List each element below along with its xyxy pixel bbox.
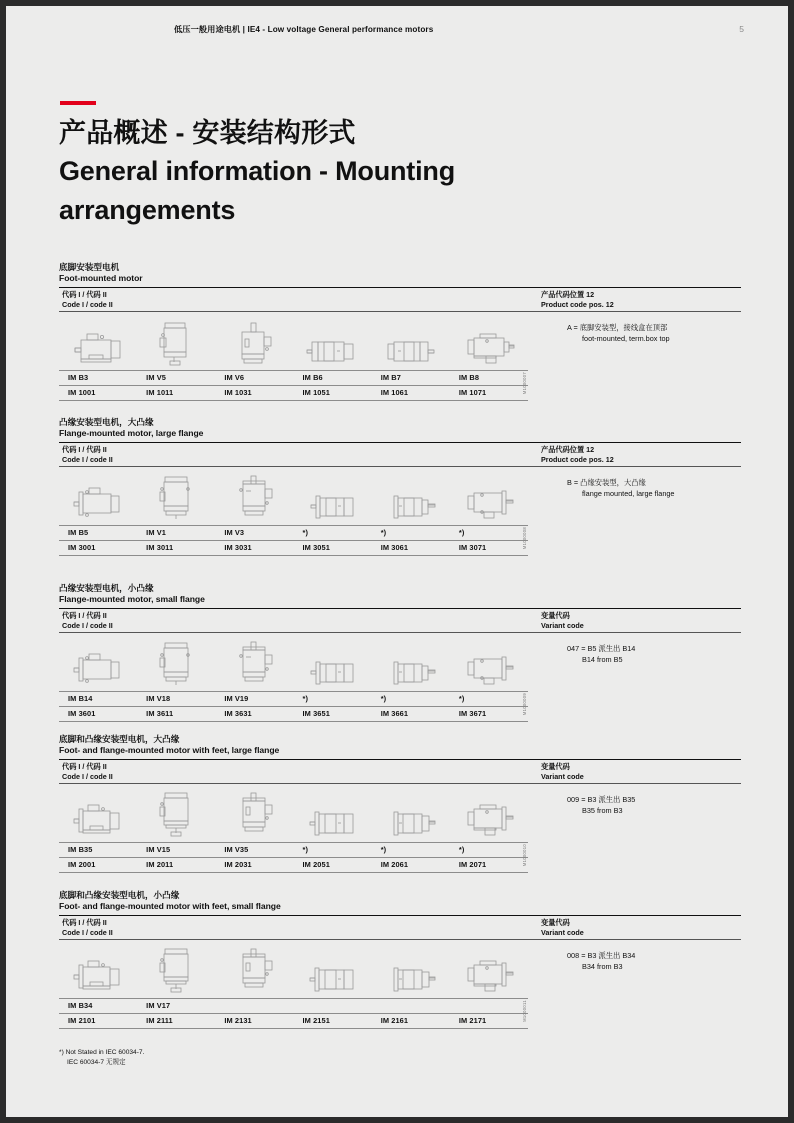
table-header-row: [59, 609, 741, 632]
code-ii-cell: IM 1061: [380, 388, 409, 398]
mounting-section-1: [59, 262, 741, 400]
code-i-cell: [294, 999, 372, 1013]
motor-figure-footflange-wall-a: [294, 962, 372, 998]
table-body-row: [59, 784, 741, 872]
footnote-en: *) Not Stated in IEC 60034-7.: [59, 1049, 145, 1056]
right-column-header-en: Product code pos. 12: [541, 299, 614, 309]
section-heading: [59, 262, 741, 285]
figures-and-codes: [59, 467, 528, 555]
right-column-header-cn: 变量代码: [541, 611, 570, 621]
right-column-header-en: Variant code: [541, 771, 584, 781]
code-i-cell: IM V35: [224, 845, 249, 855]
code-ii-cell: IM 1051: [302, 388, 330, 398]
motor-figure-flange-ceiling: [450, 651, 528, 691]
right-note-cn: 047 = B5 派生出 B14: [567, 644, 636, 654]
motor-figure-footflange-wall-b: [372, 806, 450, 842]
code-ii-cell: IM 3061: [380, 543, 409, 553]
code-ii-cell: IM 2071: [458, 860, 487, 870]
motor-figure-flange-vertical-down: [215, 639, 293, 691]
code-ii-row: [59, 386, 528, 400]
motor-figure-footflange-horizontal: [59, 800, 137, 842]
right-note-cn: 009 = B3 派生出 B35: [567, 795, 636, 805]
code-i-cell: IM V3: [224, 528, 245, 538]
figure-row: [59, 467, 528, 525]
mounting-table: [59, 442, 741, 555]
motor-figure-flange-vertical-up: [137, 639, 215, 691]
table-header-row: [59, 443, 741, 466]
row-rule-3: [59, 721, 528, 722]
drawing-id-code: M1000007: [522, 372, 527, 395]
section-heading: [59, 583, 741, 606]
code-ii-row: [59, 707, 528, 721]
row-rule-3: [59, 400, 528, 401]
section-heading-cn: 底脚和凸缘安装型电机，小凸缘: [59, 890, 180, 900]
code-ii-row: [59, 1014, 528, 1028]
column-gap: [528, 784, 537, 872]
code-column-header-en: Code I / code II: [62, 927, 113, 937]
code-ii-cell: IM 3031: [224, 543, 252, 553]
drawing-id-code: M1000009: [522, 693, 527, 716]
motor-figure-footflange-wall-a: [294, 806, 372, 842]
code-i-cell: *): [302, 694, 309, 704]
drawing-id-code: M1000011: [522, 1000, 527, 1023]
section-heading-en: Flange-mounted motor, small flange: [59, 594, 205, 605]
page-title-cn: 产品概述 - 安装结构形式: [59, 118, 356, 148]
section-heading-cn: 底脚和凸缘安装型电机，大凸缘: [59, 734, 180, 744]
right-column-header: [537, 288, 741, 311]
code-ii-row: [59, 541, 528, 555]
code-i-cell: IM V18: [146, 694, 171, 704]
code-ii-cell: IM 2031: [224, 860, 252, 870]
code-i-cell: *): [458, 845, 465, 855]
code-i-cell: IM V15: [146, 845, 171, 855]
motor-figure-footflange-vertical-down: [215, 790, 293, 842]
row-rule-3: [59, 872, 528, 873]
motor-figure-footflange-vertical-down: [215, 946, 293, 998]
figure-row: [59, 312, 528, 370]
table-header-row: [59, 916, 741, 939]
mounting-table: [59, 915, 741, 1028]
code-ii-cell: IM 2111: [146, 1016, 173, 1026]
code-i-cell: IM V6: [224, 373, 245, 383]
section-heading-cn: 凸缘安装型电机，大凸缘: [59, 417, 154, 427]
mounting-section-5: [59, 890, 741, 1028]
right-column-header-en: Variant code: [541, 620, 584, 630]
code-ii-cell: IM 3601: [68, 709, 96, 719]
code-ii-cell: IM 2001: [68, 860, 96, 870]
code-i-cell: *): [380, 528, 387, 538]
motor-figure-footflange-wall-b: [372, 962, 450, 998]
section-heading-en: Flange-mounted motor, large flange: [59, 428, 204, 439]
code-column-header-en: Code I / code II: [62, 454, 113, 464]
motor-figure-footflange-horizontal: [59, 956, 137, 998]
section-heading-cn: 底脚安装型电机: [59, 262, 120, 272]
motor-figure-footflange-ceiling: [450, 958, 528, 998]
code-ii-cell: IM 2131: [224, 1016, 252, 1026]
motor-figure-flange-horizontal: [59, 483, 137, 525]
code-column-header-cn: 代码 I / 代码 II: [62, 445, 107, 455]
right-column-header-cn: 产品代码位置 12: [541, 290, 595, 300]
code-column-header-cn: 代码 I / 代码 II: [62, 611, 107, 621]
code-i-cell: *): [458, 528, 465, 538]
running-header: [6, 24, 788, 42]
code-ii-cell: IM 3001: [68, 543, 96, 553]
right-note-en: B14 from B5: [582, 654, 623, 664]
code-i-cell: IM V19: [224, 694, 249, 704]
code-column-header: [59, 288, 528, 311]
code-ii-cell: IM 3671: [458, 709, 487, 719]
table-body-row: [59, 940, 741, 1028]
code-ii-cell: IM 3011: [146, 543, 174, 553]
footnote: [59, 1048, 459, 1068]
right-column-note: [537, 633, 741, 721]
right-column-header-cn: 产品代码位置 12: [541, 445, 595, 455]
motor-figure-foot-wall-b6: [294, 334, 372, 370]
code-i-cell: *): [302, 845, 309, 855]
motor-figure-flange-vertical-up: [137, 473, 215, 525]
code-i-cell: *): [458, 694, 465, 704]
running-title: 低压一般用途电机 | IE4 - Low voltage General performance motors: [174, 25, 434, 34]
mounting-table: [59, 608, 741, 721]
code-ii-cell: IM 3611: [146, 709, 174, 719]
column-gap: [528, 940, 537, 1028]
page-title-en-line1: General information - Mounting: [59, 156, 455, 187]
code-i-row: [59, 371, 528, 385]
motor-figure-foot-horizontal: [59, 328, 137, 370]
motor-figure-flange-wall-b: [372, 655, 450, 691]
code-i-cell: IM B35: [68, 845, 93, 855]
code-column-header: [59, 916, 528, 939]
code-i-cell: *): [380, 845, 387, 855]
code-i-cell: IM B14: [68, 694, 93, 704]
code-i-row: [59, 526, 528, 540]
code-i-cell: IM B34: [68, 1001, 93, 1011]
code-ii-cell: IM 3631: [224, 709, 252, 719]
code-i-cell: IM B6: [302, 373, 323, 383]
section-heading: [59, 890, 741, 913]
table-body-row: [59, 312, 741, 400]
code-column-header-cn: 代码 I / 代码 II: [62, 290, 107, 300]
right-column-header-en: Variant code: [541, 927, 584, 937]
code-i-row: [59, 692, 528, 706]
code-i-cell: IM B3: [68, 373, 89, 383]
table-header-row: [59, 760, 741, 783]
code-ii-row: [59, 858, 528, 872]
code-ii-cell: IM 1031: [224, 388, 252, 398]
column-gap: [528, 312, 537, 400]
right-note-en: B34 from B3: [582, 961, 623, 971]
section-heading-cn: 凸缘安装型电机，小凸缘: [59, 583, 154, 593]
right-column-note: [537, 940, 741, 1028]
table-header-row: [59, 288, 741, 311]
document-page: [6, 6, 788, 1117]
figures-and-codes: [59, 784, 528, 872]
page-number: 5: [739, 24, 744, 34]
right-column-note: [537, 784, 741, 872]
table-body-row: [59, 467, 741, 555]
column-gap: [528, 443, 537, 466]
motor-figure-footflange-vertical-up: [137, 946, 215, 998]
figures-and-codes: [59, 633, 528, 721]
figure-row: [59, 633, 528, 691]
accent-rule: [60, 101, 96, 105]
figures-and-codes: [59, 940, 528, 1028]
row-rule-3: [59, 555, 528, 556]
right-column-header-en: Product code pos. 12: [541, 454, 614, 464]
code-column-header-en: Code I / code II: [62, 299, 113, 309]
code-column-header: [59, 609, 528, 632]
table-body-row: [59, 633, 741, 721]
right-note-en: flange mounted, large flange: [582, 488, 675, 498]
code-i-cell: [450, 999, 528, 1013]
right-column-header-cn: 变量代码: [541, 762, 570, 772]
section-heading-en: Foot- and flange-mounted motor with feet, small flange: [59, 901, 281, 912]
right-note-cn: 008 = B3 派生出 B34: [567, 951, 636, 961]
code-ii-cell: IM 2161: [380, 1016, 409, 1026]
motor-figure-flange-ceiling: [450, 485, 528, 525]
mounting-table: [59, 759, 741, 872]
right-note-en: B35 from B3: [582, 805, 623, 815]
column-gap: [528, 633, 537, 721]
right-note-en: foot-mounted, term.box top: [582, 333, 670, 343]
code-i-cell: IM B8: [458, 373, 480, 383]
code-ii-cell: IM 1011: [146, 388, 174, 398]
figure-row: [59, 784, 528, 842]
code-i-cell: *): [380, 694, 387, 704]
code-i-cell: IM V1: [146, 528, 166, 538]
column-gap: [528, 288, 537, 311]
code-column-header-en: Code I / code II: [62, 620, 113, 630]
code-column-header-en: Code I / code II: [62, 771, 113, 781]
code-i-cell: [215, 999, 293, 1013]
motor-figure-flange-wall-a: [294, 489, 372, 525]
column-gap: [528, 916, 537, 939]
drawing-id-code: M1000008: [522, 527, 527, 550]
code-ii-cell: IM 2101: [68, 1016, 96, 1026]
code-ii-cell: IM 1071: [458, 388, 487, 398]
code-ii-cell: IM 3661: [380, 709, 409, 719]
code-i-cell: IM B5: [68, 528, 89, 538]
right-column-header: [537, 443, 741, 466]
code-column-header-cn: 代码 I / 代码 II: [62, 762, 107, 772]
footnote-cn: IEC 60034-7 无规定: [67, 1058, 126, 1066]
code-ii-cell: IM 3071: [458, 543, 487, 553]
section-heading: [59, 417, 741, 440]
column-gap: [528, 760, 537, 783]
code-i-cell: IM V5: [146, 373, 166, 383]
motor-figure-flange-wall-b: [372, 489, 450, 525]
right-column-note: [537, 312, 741, 400]
code-ii-cell: IM 2061: [380, 860, 409, 870]
code-ii-cell: IM 3051: [302, 543, 330, 553]
code-i-cell: [372, 999, 450, 1013]
code-ii-cell: IM 2151: [302, 1016, 330, 1026]
row-rule-3: [59, 1028, 528, 1029]
code-i-row: [59, 999, 528, 1013]
section-heading: [59, 734, 741, 757]
mounting-table: [59, 287, 741, 400]
code-i-cell: *): [302, 528, 309, 538]
code-column-header: [59, 760, 528, 783]
right-column-header: [537, 760, 741, 783]
code-ii-cell: IM 2011: [146, 860, 174, 870]
figures-and-codes: [59, 312, 528, 400]
code-i-cell: IM B7: [380, 373, 401, 383]
motor-figure-footflange-ceiling: [450, 802, 528, 842]
column-gap: [528, 467, 537, 555]
right-column-header-cn: 变量代码: [541, 918, 570, 928]
code-column-header: [59, 443, 528, 466]
right-note-cn: A = 底脚安装型，接线盒在顶部: [567, 323, 668, 333]
right-note-cn: B = 凸缘安装型，大凸缘: [567, 478, 646, 488]
section-heading-en: Foot-mounted motor: [59, 273, 143, 284]
code-ii-cell: IM 2051: [302, 860, 330, 870]
mounting-section-2: [59, 417, 741, 555]
motor-figure-foot-ceiling-b8: [450, 330, 528, 370]
right-column-header: [537, 609, 741, 632]
motor-figure-flange-vertical-down: [215, 473, 293, 525]
page-title-en-line2: arrangements: [59, 194, 236, 225]
code-ii-cell: IM 2171: [458, 1016, 487, 1026]
motor-figure-foot-wall-b7: [372, 334, 450, 370]
right-column-note: [537, 467, 741, 555]
right-column-header: [537, 916, 741, 939]
motor-figure-foot-vertical-down: [215, 320, 293, 370]
mounting-section-4: [59, 734, 741, 872]
figure-row: [59, 940, 528, 998]
motor-figure-foot-vertical-up: [137, 320, 215, 370]
motor-figure-flange-horizontal: [59, 649, 137, 691]
code-i-row: [59, 843, 528, 857]
page-title: [59, 114, 679, 229]
mounting-section-3: [59, 583, 741, 721]
code-i-cell: IM V17: [146, 1001, 171, 1011]
code-ii-cell: IM 3651: [302, 709, 330, 719]
section-heading-en: Foot- and flange-mounted motor with feet, large flange: [59, 745, 280, 756]
drawing-id-code: M1000010: [522, 844, 527, 867]
code-column-header-cn: 代码 I / 代码 II: [62, 918, 107, 928]
code-ii-cell: IM 1001: [68, 388, 96, 398]
column-gap: [528, 609, 537, 632]
motor-figure-footflange-vertical-up: [137, 790, 215, 842]
motor-figure-flange-wall-a: [294, 655, 372, 691]
